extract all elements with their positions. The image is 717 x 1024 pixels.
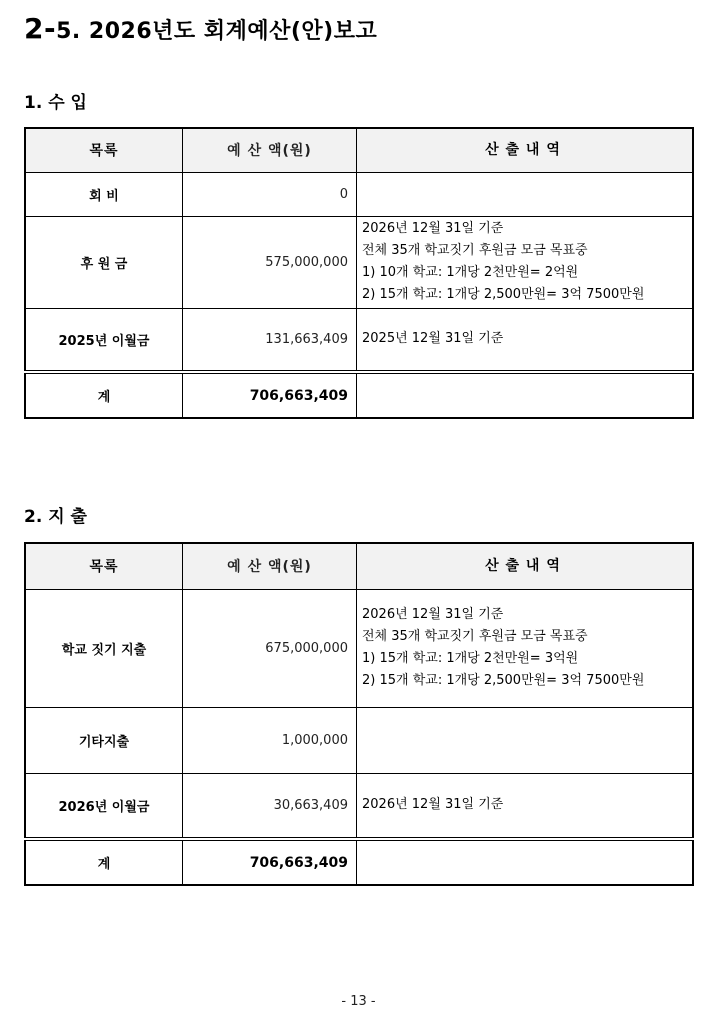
row-details <box>357 216 694 308</box>
expense-table <box>24 542 694 886</box>
detail-line: 2) 15개 학교: 1개당 2,500만원= 3억 7500만원 <box>362 287 645 302</box>
total-details <box>357 839 694 885</box>
title-text: 5. 2026년도 회계예산(안)보고 <box>56 19 378 44</box>
detail-line: 1) 10개 학교: 1개당 2천만원= 2억원 <box>362 265 579 280</box>
total-row <box>25 839 693 885</box>
row-details <box>357 589 694 707</box>
table-row <box>25 216 693 308</box>
row-details <box>357 773 694 839</box>
detail-line: 2026년 12월 31일 기준 <box>362 221 504 236</box>
total-row <box>25 372 693 418</box>
row-amount: 0 <box>183 172 357 216</box>
income-heading: 1. 수 입 <box>24 93 87 113</box>
row-amount: 131,663,409 <box>183 308 357 372</box>
row-amount: 1,000,000 <box>183 707 357 773</box>
table-row <box>25 707 693 773</box>
income-table <box>24 127 694 419</box>
detail-line: 2025년 12월 31일 기준 <box>362 331 504 347</box>
row-category: 학교 짓기 지출 <box>25 589 183 707</box>
header-amount: 예 산 액(원) <box>183 543 357 589</box>
header-category: 목록 <box>25 543 183 589</box>
expense-heading: 2. 지 출 <box>24 507 87 527</box>
header-details: 산 출 내 역 <box>357 128 694 172</box>
header-amount: 예 산 액(원) <box>183 128 357 172</box>
table-row <box>25 308 693 372</box>
row-details <box>357 172 694 216</box>
row-category: 기타지출 <box>25 707 183 773</box>
row-details <box>357 707 694 773</box>
detail-line: 2026년 12월 31일 기준 <box>362 607 504 622</box>
total-amount: 706,663,409 <box>183 839 357 885</box>
row-amount: 30,663,409 <box>183 773 357 839</box>
detail-line: 2) 15개 학교: 1개당 2,500만원= 3억 7500만원 <box>362 673 645 688</box>
total-label: 계 <box>25 839 183 885</box>
total-amount: 706,663,409 <box>183 372 357 418</box>
row-amount: 575,000,000 <box>183 216 357 308</box>
detail-line: 1) 15개 학교: 1개당 2천만원= 3억원 <box>362 651 579 666</box>
row-category: 2026년 이월금 <box>25 773 183 839</box>
row-category: 회 비 <box>25 172 183 216</box>
row-amount: 675,000,000 <box>183 589 357 707</box>
page-number: - 13 - <box>341 994 376 1009</box>
table-row <box>25 773 693 839</box>
header-category: 목록 <box>25 128 183 172</box>
detail-line: 2026년 12월 31일 기준 <box>362 797 504 813</box>
page-title <box>24 12 377 45</box>
detail-line: 전체 35개 학교짓기 후원금 모금 목표중 <box>362 243 588 258</box>
row-details <box>357 308 694 372</box>
total-label: 계 <box>25 372 183 418</box>
table-row <box>25 172 693 216</box>
header-details: 산 출 내 역 <box>357 543 694 589</box>
row-category: 2025년 이월금 <box>25 308 183 372</box>
table-row <box>25 589 693 707</box>
table-header-row <box>25 128 693 172</box>
total-details <box>357 372 694 418</box>
title-prefix: 2- <box>24 12 57 45</box>
detail-line: 전체 35개 학교짓기 후원금 모금 목표중 <box>362 629 588 644</box>
row-category: 후 원 금 <box>25 216 183 308</box>
table-header-row <box>25 543 693 589</box>
